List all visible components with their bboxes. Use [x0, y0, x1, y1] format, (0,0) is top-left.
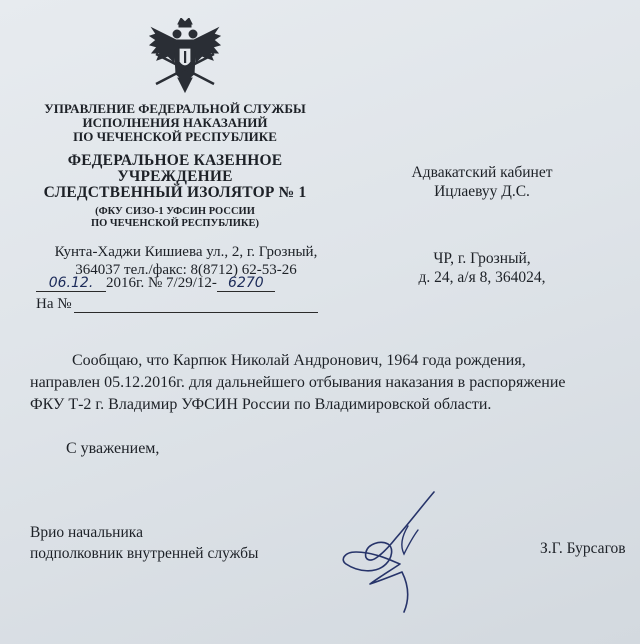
recipient-name	[382, 163, 582, 201]
body-line: Сообщаю, что Карпюк Николай Андронович, 1964 года рождения,	[72, 352, 526, 369]
org-line: УПРАВЛЕНИЕ ФЕДЕРАЛЬНОЙ СЛУЖБЫ	[44, 101, 306, 116]
institution-line: УЧРЕЖДЕНИЕ	[117, 168, 233, 185]
abbrev-line: (ФКУ СИЗО-1 УФСИН РОССИИ	[95, 206, 255, 217]
signatory-name: З.Г. Бурсагов	[540, 540, 626, 557]
handwritten-signature	[330, 488, 450, 618]
outgoing-date-number	[36, 275, 275, 292]
signatory-position	[30, 522, 258, 564]
recipient-line: Адвакатский кабинет	[411, 164, 553, 181]
reference-label: На №	[36, 296, 72, 312]
body-line: направлен 05.12.2016г. для дальнейшего отбывания наказания в распоряжение	[30, 374, 566, 391]
position-line: подполковник внутренней службы	[30, 545, 259, 562]
body-line: ФКУ Т-2 г. Владимир УФСИН России по Владимировской области.	[30, 396, 492, 413]
reference-line	[36, 296, 318, 313]
handwritten-number: 6270	[217, 275, 275, 292]
org-name	[20, 102, 330, 144]
institution-line: ФЕДЕРАЛЬНОЕ КАЗЕННОЕ	[67, 152, 283, 169]
institution-line: СЛЕДСТВЕННЫЙ ИЗОЛЯТОР № 1	[43, 184, 307, 201]
letter-body	[30, 350, 640, 416]
recipient-address-line: д. 24, а/я 8, 364024,	[418, 269, 546, 286]
recipient-address-line: ЧР, г. Грозный,	[433, 250, 531, 267]
address-line: 364037 тел./факс: 8(8712) 62-53-26	[75, 262, 297, 278]
abbrev-line: ПО ЧЕЧЕНСКОЙ РЕСПУБЛИКЕ)	[90, 218, 260, 229]
address-line: Кунта-Хаджи Кишиева ул., 2, г. Грозный,	[54, 244, 318, 260]
institution-name	[20, 153, 330, 201]
position-line: Врио начальника	[30, 524, 143, 541]
date-number-text: 2016г. № 7/29/12-	[106, 275, 217, 291]
institution-abbreviation	[20, 206, 330, 230]
fsin-emblem-icon	[148, 18, 222, 98]
org-line: ИСПОЛНЕНИЯ НАКАЗАНИЙ	[82, 115, 268, 130]
recipient-line: Ицлаевуу Д.С.	[434, 183, 530, 200]
handwritten-date: 06.12.	[36, 275, 106, 292]
org-line: ПО ЧЕЧЕНСКОЙ РЕСПУБЛИКЕ	[73, 129, 277, 144]
reference-blank	[74, 296, 318, 313]
recipient-address	[382, 249, 582, 287]
closing: С уважением,	[66, 440, 160, 457]
sender-address	[36, 243, 336, 279]
